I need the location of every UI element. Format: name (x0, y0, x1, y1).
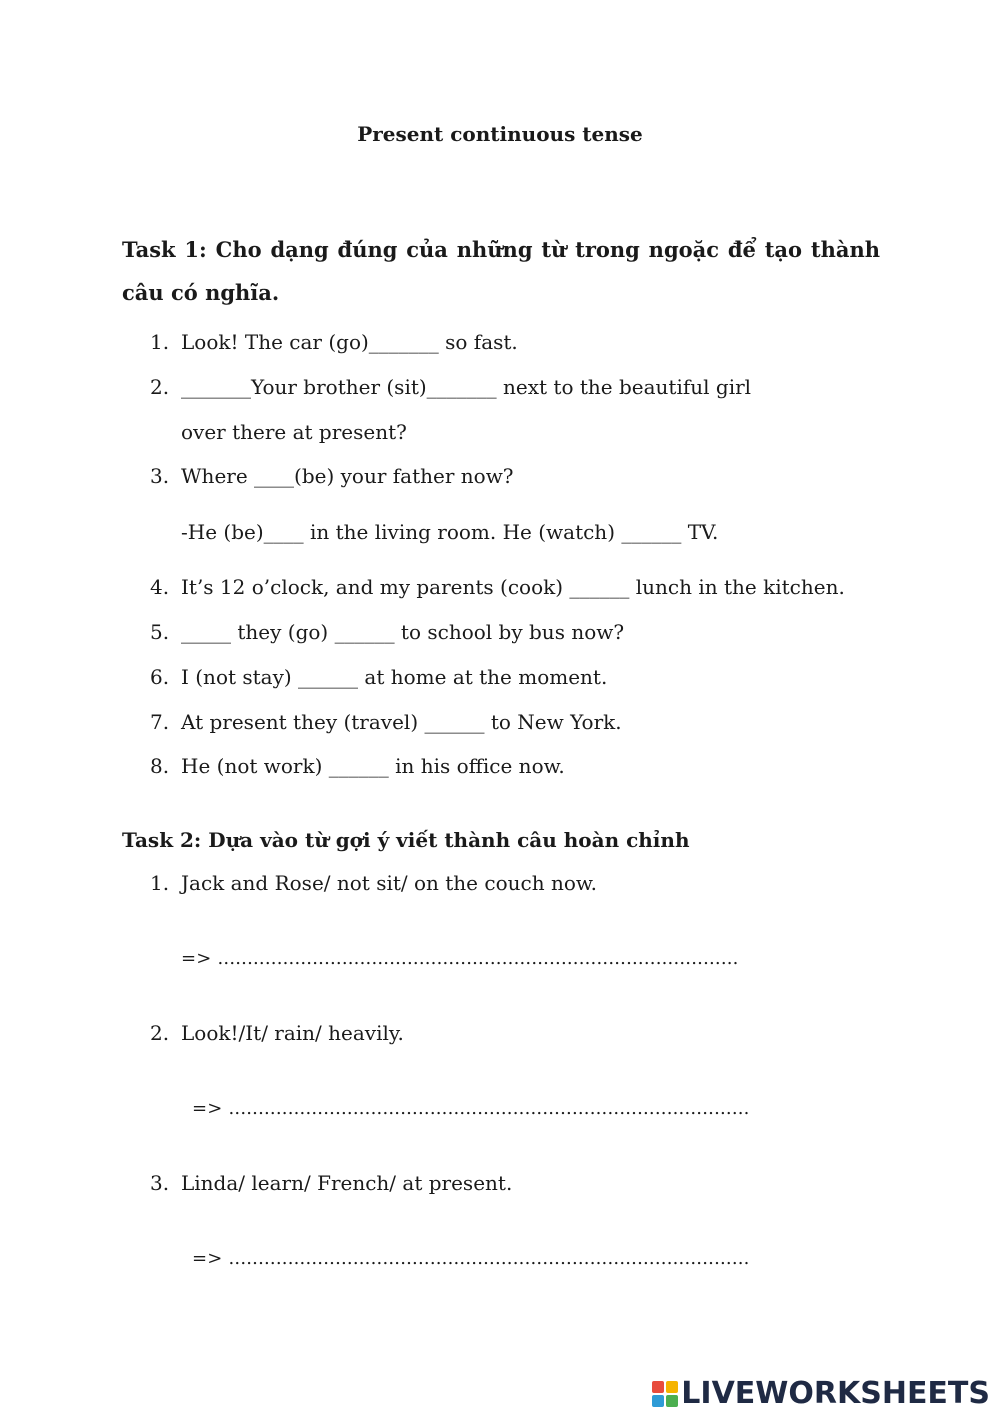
task1-item-7-number: 7. (150, 710, 170, 734)
task1-item-5-text: _____ they (go) ______ to school by bus now? (181, 620, 625, 644)
task1-item-8-number: 8. (150, 754, 170, 778)
logo-square-yellow (666, 1381, 678, 1393)
logo-square-blue (652, 1395, 664, 1407)
task2-item-1-number: 1. (150, 871, 170, 895)
task2-heading: Task 2: Dựa vào từ gợi ý viết thành câu hoàn chỉnh (122, 828, 690, 852)
task2-item-2-answer-line[interactable]: => ........................................................................................ (192, 1098, 750, 1119)
task1-item-6-number: 6. (150, 665, 170, 689)
task2-item-1-text: Jack and Rose/ not sit/ on the couch now. (181, 871, 597, 895)
task1-item-6-text: I (not stay) ______ at home at the moment. (181, 665, 608, 689)
task1-item-8-text: He (not work) ______ in his office now. (181, 754, 565, 778)
task1-heading: Task 1: Cho dạng đúng của những từ trong ngoặc để tạo thành câu có nghĩa. (122, 237, 880, 305)
task1-item-2-continuation: over there at present? (181, 420, 407, 444)
task2-item-3-number: 3. (150, 1171, 170, 1195)
task1-item-4-number: 4. (150, 575, 170, 599)
liveworksheets-wordmark: LIVEWORKSHEETS (681, 1376, 990, 1411)
task1-item-1-text: Look! The car (go)_______ so fast. (181, 330, 518, 354)
liveworksheets-logo-icon (652, 1381, 678, 1407)
page-title: Present continuous tense (357, 122, 643, 146)
task1-item-3-number: 3. (150, 464, 170, 488)
task2-item-2-number: 2. (150, 1021, 170, 1045)
task2-item-1-answer-line[interactable]: => ........................................................................................ (181, 948, 739, 969)
task1-item-2-text: _______Your brother (sit)_______ next to the beautiful girl (181, 375, 752, 399)
task2-item-2-text: Look!/It/ rain/ heavily. (181, 1021, 404, 1045)
task1-item-3-continuation: -He (be)____ in the living room. He (watch) ______ TV. (181, 520, 719, 544)
task1-item-3-text: Where ____(be) your father now? (181, 464, 514, 488)
task1-item-5-number: 5. (150, 620, 170, 644)
task1-item-7-text: At present they (travel) ______ to New York. (181, 710, 622, 734)
task2-item-3-text: Linda/ learn/ French/ at present. (181, 1171, 513, 1195)
logo-square-red (652, 1381, 664, 1393)
task2-item-3-answer-line[interactable]: => ........................................................................................ (192, 1248, 750, 1269)
task1-item-2-number: 2. (150, 375, 170, 399)
task1-item-4-text: It’s 12 o’clock, and my parents (cook) ______ lunch in the kitchen. (181, 575, 845, 599)
liveworksheets-logo (652, 1376, 990, 1411)
task1-item-1-number: 1. (150, 330, 170, 354)
logo-square-green (666, 1395, 678, 1407)
